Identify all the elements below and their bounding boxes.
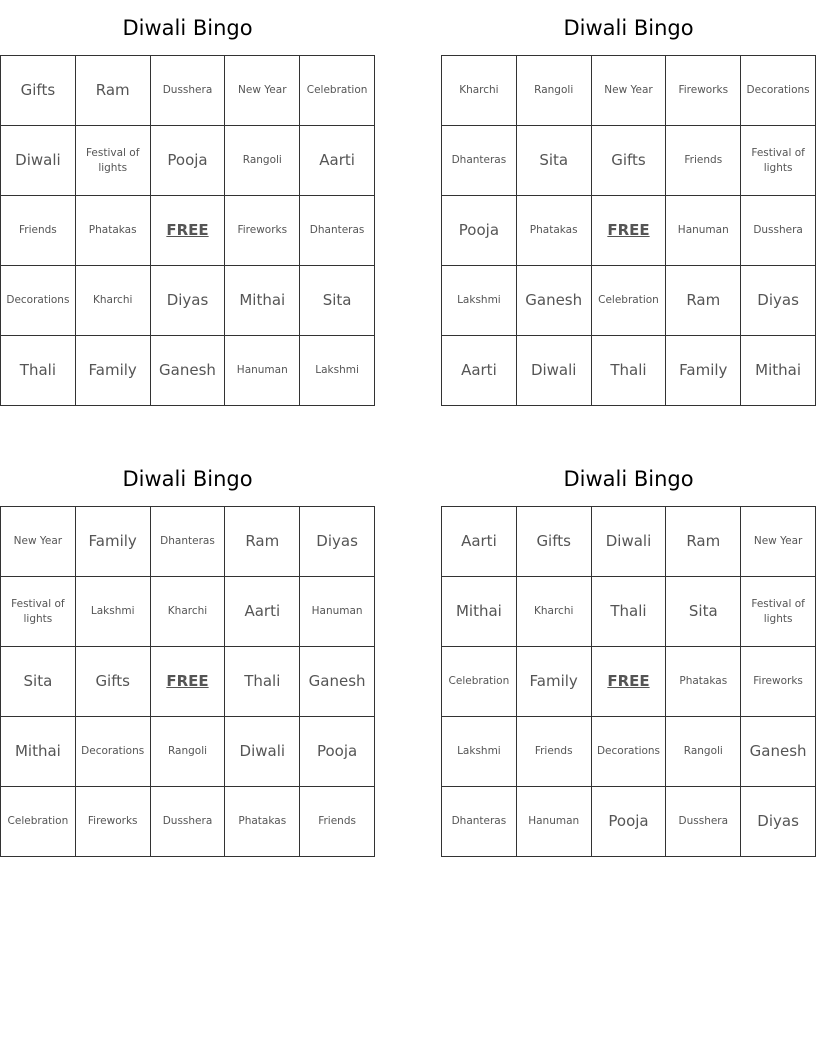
bingo-cell: Sita <box>666 577 741 647</box>
bingo-cell: Fireworks <box>666 56 741 126</box>
bingo-cell: Family <box>76 336 151 406</box>
bingo-cell: Rangoli <box>151 717 226 787</box>
bingo-cell: Lakshmi <box>300 336 375 406</box>
bingo-cell: Ganesh <box>517 266 592 336</box>
bingo-cell: Diyas <box>151 266 226 336</box>
bingo-cell: Lakshmi <box>442 266 517 336</box>
free-space-cell: FREE <box>151 196 226 266</box>
bingo-cell: Gifts <box>592 126 667 196</box>
bingo-cell: Friends <box>300 787 375 857</box>
bingo-cell: Celebration <box>592 266 667 336</box>
bingo-cell: Decorations <box>1 266 76 336</box>
bingo-grid <box>0 506 375 857</box>
bingo-cell: Lakshmi <box>442 717 517 787</box>
bingo-cell: Dusshera <box>666 787 741 857</box>
bingo-cell: Fireworks <box>76 787 151 857</box>
bingo-cell: Mithai <box>1 717 76 787</box>
bingo-cell: New Year <box>225 56 300 126</box>
bingo-cell: Sita <box>300 266 375 336</box>
bingo-cell: Fireworks <box>741 647 816 717</box>
bingo-card <box>0 459 375 859</box>
bingo-cell: Kharchi <box>442 56 517 126</box>
bingo-cell: Hanuman <box>300 577 375 647</box>
bingo-cell: Friends <box>666 126 741 196</box>
bingo-cell: Ram <box>666 266 741 336</box>
bingo-cell: Dusshera <box>151 56 226 126</box>
free-space-cell: FREE <box>592 647 667 717</box>
bingo-cell: Thali <box>592 577 667 647</box>
bingo-grid <box>441 55 816 406</box>
bingo-cell: Rangoli <box>666 717 741 787</box>
bingo-cell: Family <box>76 507 151 577</box>
bingo-cell: Aarti <box>225 577 300 647</box>
bingo-cell: Phatakas <box>517 196 592 266</box>
bingo-cell: Gifts <box>517 507 592 577</box>
bingo-cell: Phatakas <box>666 647 741 717</box>
bingo-cell: Dhanteras <box>442 787 517 857</box>
bingo-grid <box>0 55 375 406</box>
bingo-cell: Celebration <box>1 787 76 857</box>
bingo-cell: Diwali <box>592 507 667 577</box>
bingo-cell: Aarti <box>300 126 375 196</box>
bingo-cell: Dhanteras <box>300 196 375 266</box>
bingo-cell: Thali <box>1 336 76 406</box>
bingo-cell: Pooja <box>151 126 226 196</box>
bingo-cell: Ganesh <box>741 717 816 787</box>
bingo-cell: Family <box>666 336 741 406</box>
bingo-cell: Phatakas <box>225 787 300 857</box>
bingo-cell: Diyas <box>741 266 816 336</box>
bingo-cell: Ram <box>666 507 741 577</box>
bingo-cell: Diwali <box>517 336 592 406</box>
bingo-cell: Ganesh <box>151 336 226 406</box>
bingo-cell: Aarti <box>442 336 517 406</box>
bingo-card <box>0 8 375 408</box>
bingo-cell: Kharchi <box>76 266 151 336</box>
bingo-cell: Mithai <box>442 577 517 647</box>
card-title: Diwali Bingo <box>563 16 694 40</box>
bingo-cell: Mithai <box>741 336 816 406</box>
bingo-cell: Festival of lights <box>76 126 151 196</box>
bingo-cell: New Year <box>592 56 667 126</box>
bingo-cell: Ram <box>76 56 151 126</box>
bingo-cell: Diyas <box>741 787 816 857</box>
bingo-cell: New Year <box>741 507 816 577</box>
bingo-cell: Festival of lights <box>1 577 76 647</box>
bingo-cell: Diwali <box>225 717 300 787</box>
bingo-cell: Decorations <box>741 56 816 126</box>
card-title: Diwali Bingo <box>122 467 253 491</box>
bingo-cell: Festival of lights <box>741 126 816 196</box>
bingo-cell: Celebration <box>442 647 517 717</box>
bingo-cell: Decorations <box>76 717 151 787</box>
free-space-cell: FREE <box>592 196 667 266</box>
bingo-cell: Gifts <box>1 56 76 126</box>
bingo-cell: Dusshera <box>151 787 226 857</box>
free-space-cell: FREE <box>151 647 226 717</box>
bingo-cell: Pooja <box>442 196 517 266</box>
bingo-cell: Rangoli <box>517 56 592 126</box>
bingo-cell: Aarti <box>442 507 517 577</box>
bingo-cell: Pooja <box>592 787 667 857</box>
bingo-card <box>441 8 816 408</box>
bingo-cell: Ram <box>225 507 300 577</box>
bingo-cell: Lakshmi <box>76 577 151 647</box>
bingo-cell: New Year <box>1 507 76 577</box>
bingo-cell: Kharchi <box>151 577 226 647</box>
bingo-cell: Festival of lights <box>741 577 816 647</box>
bingo-cell: Hanuman <box>517 787 592 857</box>
bingo-cell: Thali <box>225 647 300 717</box>
bingo-cell: Kharchi <box>517 577 592 647</box>
bingo-grid <box>441 506 816 857</box>
bingo-cell: Friends <box>1 196 76 266</box>
bingo-cell: Diyas <box>300 507 375 577</box>
bingo-cell: Sita <box>517 126 592 196</box>
bingo-cell: Dhanteras <box>151 507 226 577</box>
bingo-cell: Hanuman <box>666 196 741 266</box>
bingo-cell: Dhanteras <box>442 126 517 196</box>
bingo-cell: Pooja <box>300 717 375 787</box>
bingo-cell: Dusshera <box>741 196 816 266</box>
bingo-card <box>441 459 816 859</box>
bingo-cell: Decorations <box>592 717 667 787</box>
bingo-cell: Hanuman <box>225 336 300 406</box>
card-title: Diwali Bingo <box>122 16 253 40</box>
bingo-cell: Thali <box>592 336 667 406</box>
bingo-cell: Family <box>517 647 592 717</box>
bingo-cell: Gifts <box>76 647 151 717</box>
bingo-cell: Celebration <box>300 56 375 126</box>
bingo-cell: Friends <box>517 717 592 787</box>
bingo-cell: Sita <box>1 647 76 717</box>
bingo-cell: Phatakas <box>76 196 151 266</box>
bingo-cell: Diwali <box>1 126 76 196</box>
bingo-cell: Mithai <box>225 266 300 336</box>
bingo-cell: Rangoli <box>225 126 300 196</box>
bingo-cell: Fireworks <box>225 196 300 266</box>
card-title: Diwali Bingo <box>563 467 694 491</box>
bingo-cell: Ganesh <box>300 647 375 717</box>
